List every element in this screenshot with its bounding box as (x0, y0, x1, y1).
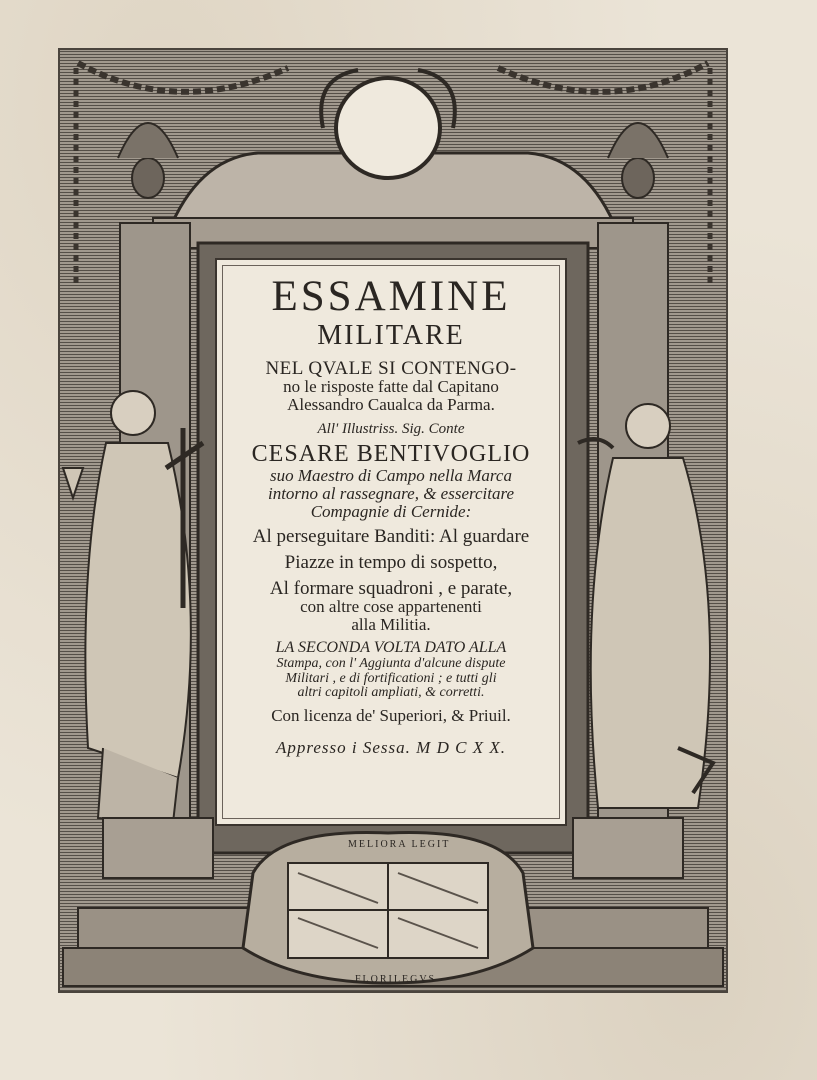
topics-line-3: Al formare squadroni , e parate, (269, 577, 513, 599)
vase-left (118, 123, 178, 198)
emblem-bottom-motto: FLORILEGVS (355, 974, 437, 985)
edition-detail-1: Stampa, con l' Aggiunta d'alcune dispute (276, 655, 506, 671)
top-cartouche-oval (336, 78, 440, 178)
role-line-1: suo Maestro di Campo nella Marca (270, 466, 512, 486)
allegorical-figure-left (63, 391, 203, 823)
topics-line-1: Al perseguitare Banditi: Al guardare (252, 525, 530, 547)
title-panel (215, 258, 567, 826)
license-line: Con licenza de' Superiori, & Priuil. (271, 705, 511, 725)
edition-detail-3: altri capitoli ampliati, & corretti. (297, 685, 485, 701)
emblem-top-motto: MELIORA LEGIT (348, 839, 451, 850)
plinth-right (573, 818, 683, 878)
role-line-2: intorno al rassegnare, & essercitare (267, 483, 514, 503)
role-line-3: Compagnie di Cernide: (310, 501, 472, 521)
topics-line-4: con altre cose appartenenti (300, 597, 482, 617)
garland-right (498, 63, 708, 92)
edition-line: LA SECONDA VOLTA DATO ALLA (275, 639, 507, 657)
vase-right (608, 123, 668, 198)
title-line-1: ESSAMINE (271, 273, 511, 320)
topics-line-5: alla Militia. (351, 615, 431, 635)
title-line-2: MILITARE (317, 320, 465, 352)
edition-detail-2: Militari , e di fortificationi ; e tutti gli (285, 670, 497, 686)
subtitle-line-2: no le risposte fatte dal Capitano (283, 377, 499, 397)
topics-line-2: Piazze in tempo di sospetto, (284, 551, 498, 573)
imprint-line: Appresso i Sessa. M D C X X. (276, 737, 506, 757)
plinth-left (103, 818, 213, 878)
dedicatee-name: CESARE BENTIVOGLIO (251, 440, 531, 467)
garland-left (78, 63, 288, 92)
subtitle-line-3: Alessandro Caualca da Parma. (287, 395, 495, 415)
dedication-intro: All' Illustriss. Sig. Conte (317, 421, 465, 438)
printer-device-emblem (243, 833, 533, 984)
subtitle-line-1: NEL QVALE SI CONTENGO- (265, 357, 517, 379)
